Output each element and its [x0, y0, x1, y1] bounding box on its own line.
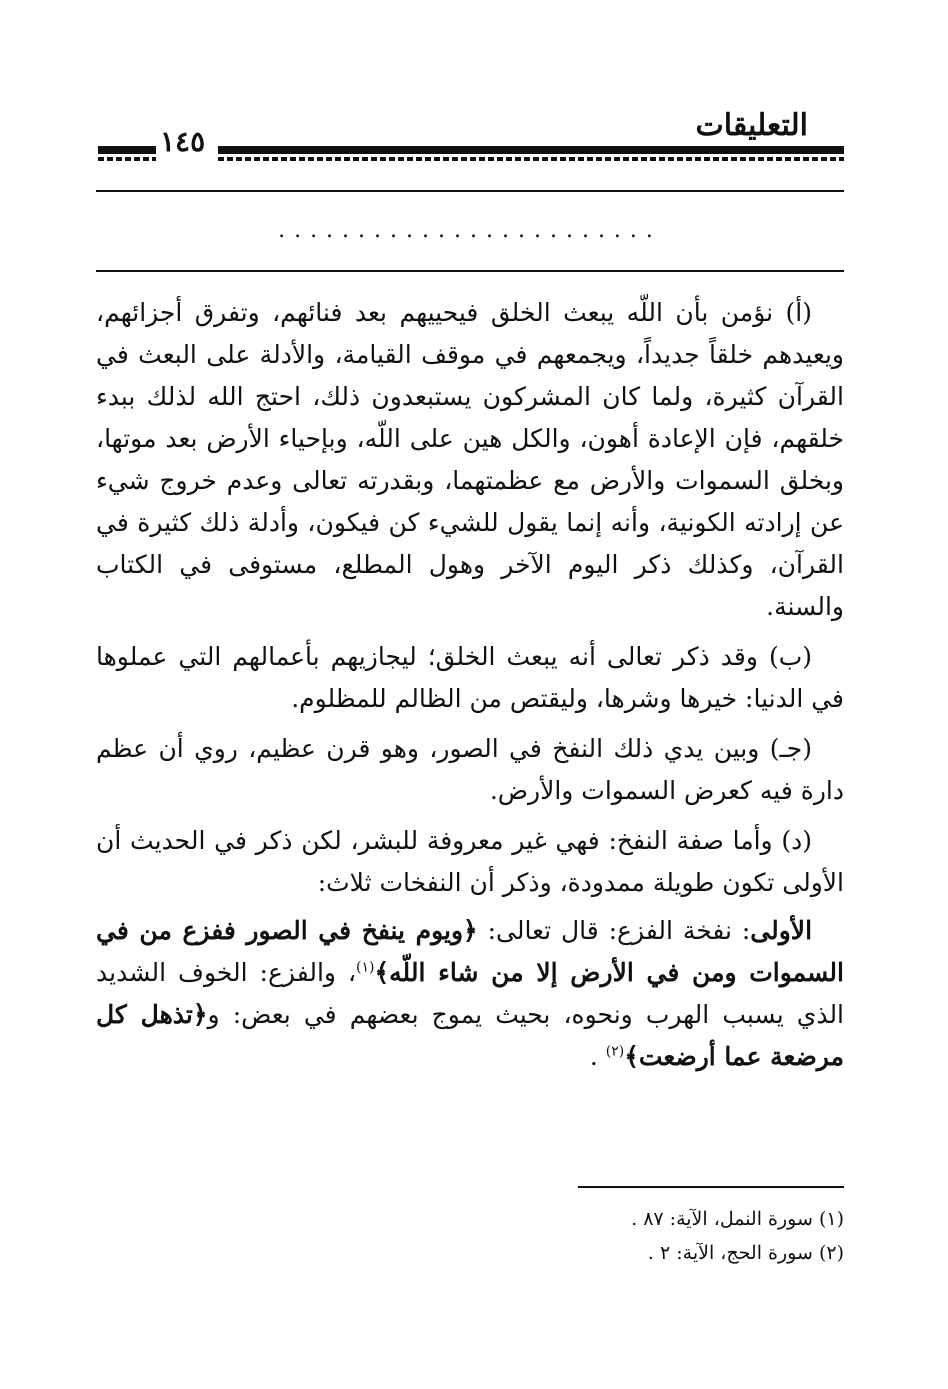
footnote-ref-1: (١)	[356, 959, 375, 976]
quran-verse-1: ﴿ويوم ينفخ في الصور ففزع من في السموات ومن في الأرض إلا من شاء اللّه﴾	[96, 916, 844, 987]
header-rule-left	[98, 146, 156, 154]
header-rule-dashed	[218, 157, 844, 161]
running-title: التعليقات	[695, 108, 808, 143]
paragraph-c: (جـ) وبين يدي ذلك النفخ في الصور، وهو قرن عظيم، روي أن عظم دارة فيه كعرض السموات والأرض.	[96, 734, 844, 805]
paragraph-a: (أ) نؤمن بأن اللّه يبعث الخلق فيحييهم بعد فنائهم، وتفرق أجزائهم، ويعيدهم خلقاً جديداً، ويجمعهم في موقف القيامة، والأدلة على البعث في القرآن كثيرة، ولما كان المشركون يستبعدون ذلك، احتج الله لذلك ببدء خلقهم، فإن الإعادة أهون، والكل هين على اللّه، وبإحياء الأرض بعد موتها، وبخلق السموات والأرض مع عظمتهما، وبقدرته تعالى وعدم خروج شيء عن إرادته الكونية، وأنه إنما يقول للشيء كن فيكون، وأدلة ذلك كثيرة في القرآن، وكذلك ذكر اليوم الآخر وهول المطلع، مستوفى في الكتاب والسنة.	[96, 298, 844, 621]
paragraph-d: (د) وأما صفة النفخ: فهي غير معروفة للبشر، لكن ذكر في الحديث أن الأولى تكون طويلة ممدودة، وذكر أن النفخات ثلاث:	[96, 826, 844, 897]
paragraph-b: (ب) وقد ذكر تعالى أنه يبعث الخلق؛ ليجازيهم بأعمالهم التي عملوها في الدنيا: خيرها وشرها، وليقتص من الظالم للمظلوم.	[96, 642, 844, 713]
footnotes	[631, 1202, 844, 1270]
footnote-ref-2: (٢)	[605, 1043, 625, 1060]
footnote-2: (٢) سورة الحج، الآية: ٢ .	[647, 1242, 844, 1264]
page-number: ١٤٥	[160, 125, 206, 158]
first-blowing-middle: ، والفزع: الخوف الشديد الذي يسبب الهرب ونحوه، بحيث يموج بعضهم في بعض: و	[96, 958, 845, 1029]
header-rule-left-dashed	[98, 157, 156, 161]
first-blowing-end: .	[589, 1042, 606, 1071]
commentary-body	[96, 292, 844, 1086]
header-rule	[218, 146, 844, 154]
quran-verse-2: ﴿تذهل كل مرضعة عما أرضعت﴾	[96, 1000, 844, 1071]
omitted-text-ellipsis: ........................	[278, 218, 662, 243]
first-blowing-lead: الأولى	[750, 916, 813, 945]
footnote-1: (١) سورة النمل، الآية: ٨٧ .	[631, 1208, 844, 1230]
footnote-separator	[578, 1186, 844, 1188]
first-blowing-intro: : نفخة الفزع: قال تعالى:	[477, 916, 751, 945]
quote-frame-bottom-rule	[96, 270, 844, 272]
quote-frame-top-rule	[96, 190, 844, 192]
paragraph-first-blowing	[96, 910, 844, 1078]
